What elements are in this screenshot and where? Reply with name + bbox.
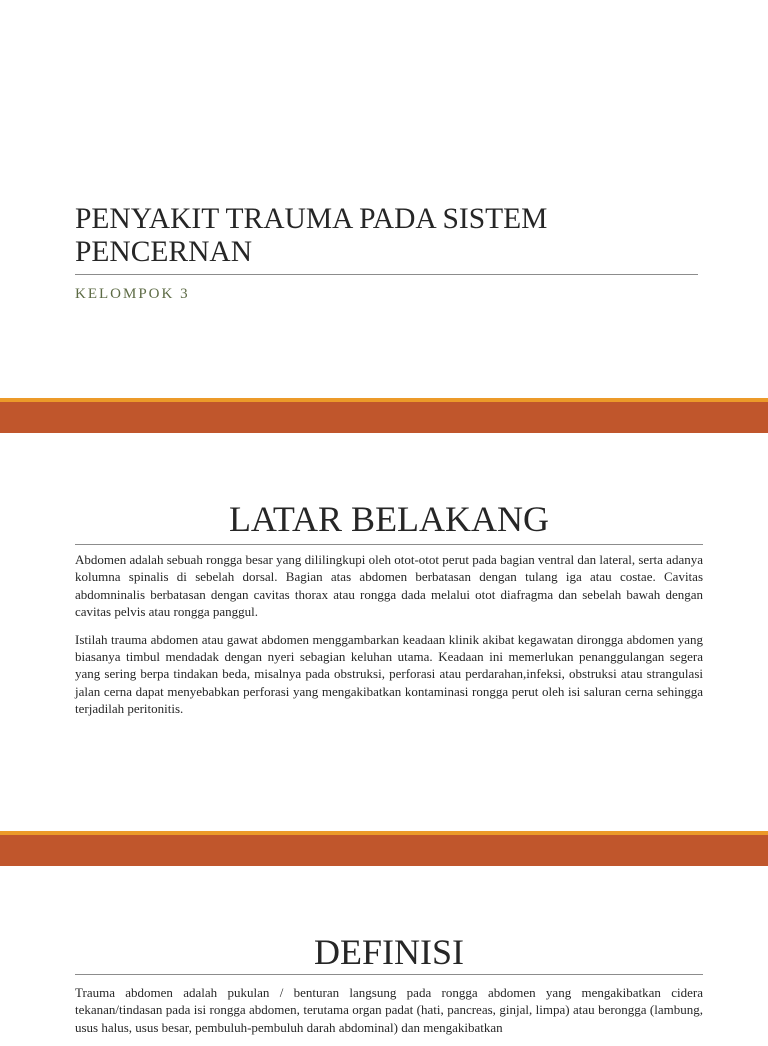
slide-definisi (0, 866, 768, 1035)
slide-body (75, 551, 703, 728)
slide-heading: LATAR BELAKANG (228, 499, 550, 539)
heading-divider-line (75, 974, 703, 975)
separator-highlight (0, 398, 768, 402)
slide-title (0, 0, 768, 398)
separator-highlight (0, 831, 768, 835)
presentation-title: PENYAKIT TRAUMA PADA SISTEM PENCERNAN (75, 203, 548, 268)
slide-body (75, 984, 703, 1046)
paragraph: Trauma abdomen adalah pukulan / benturan langsung pada rongga abdomen yang mengakibatkan cidera tekanan/tindasan pada isi rongga abdomen, terutama organ padat (hati, pancreas, ginjal, limpa) atau berongga (lambung, usus halus, usus besar, pembuluh-pembuluh darah abdominal) dan mengakibatkan (75, 985, 703, 1035)
title-divider-line (75, 274, 698, 275)
slide-separator (0, 831, 768, 866)
presentation-subtitle: KELOMPOK 3 (75, 286, 190, 302)
paragraph: Abdomen adalah sebuah rongga besar yang dililingkupi oleh otot-otot perut pada bagian ventral dan lateral, serta adanya kolumna spinalis di sebelah dorsal. Bagian atas abdomen berbatasan dengan tulang iga atau costae. Cavitas abdomninalis berbatasan dengan cavitas thorax atau rongga dada melalui otot diafragma dan sebelah bawah dengan cavitas pelvis atau rongga panggul. (75, 552, 703, 620)
heading-divider-line (75, 544, 703, 545)
slide-heading: DEFINISI (314, 932, 464, 972)
slide-separator (0, 398, 768, 433)
slide-latar-belakang (0, 433, 768, 831)
paragraph: Istilah trauma abdomen atau gawat abdomen menggambarkan keadaan klinik akibat kegawatan dirongga abdomen yang biasanya timbul mendadak dengan nyeri sebagian keluhan utama. Keadaan ini memerlukan penanggulangan segera yang sering berpa tindakan beda, misalnya pada obstruksi, perforasi atau perdarahan,infeksi, obstruksi atau strangulasi jalan cerna dapat menyebabkan perforasi yang mengakibatkan kontaminasi rongga perut oleh isi saluran cerna sehingga terjadilah peritonitis. (75, 631, 703, 717)
